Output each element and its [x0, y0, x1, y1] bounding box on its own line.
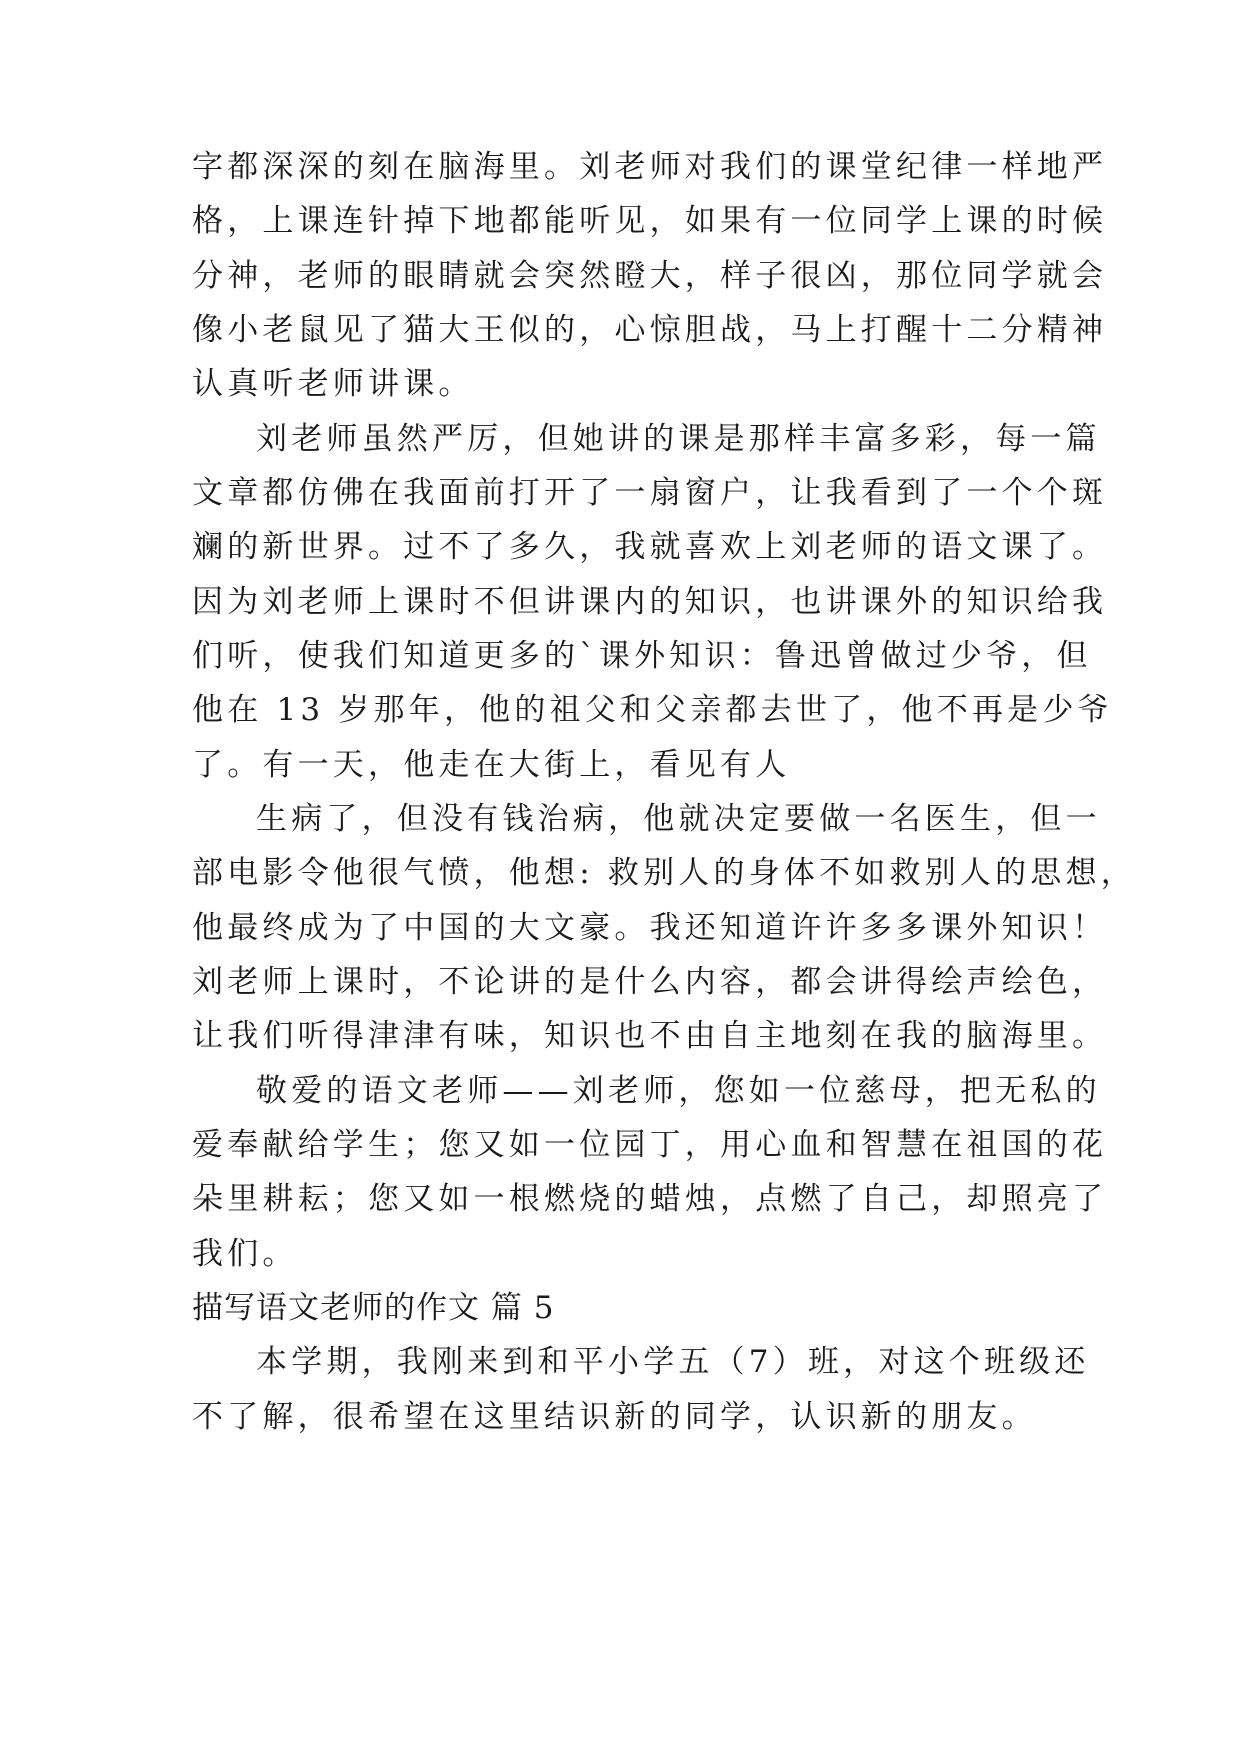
text-line: 像小老鼠见了猫大王似的，心惊胆战，马上打醒十二分精神	[192, 312, 1108, 348]
text-line: 字都深深的刻在脑海里。刘老师对我们的课堂纪律一样地严	[192, 149, 1108, 185]
text-line: 朵里耕耘；您又如一根燃烧的蜡烛，点燃了自己，却照亮了	[192, 1181, 1108, 1217]
text-line: 斓的新世界。过不了多久，我就喜欢上刘老师的语文课了。	[192, 529, 1108, 565]
text-line: 让我们听得津津有味，知识也不由自主地刻在我的脑海里。	[192, 1018, 1108, 1054]
text-line: 他最终成为了中国的大文豪。我还知道许许多多课外知识！	[192, 910, 1108, 946]
text-line: 刘老师上课时，不论讲的是什么内容，都会讲得绘声绘色，	[192, 964, 1108, 1000]
text-line: 因为刘老师上课时不但讲课内的知识，也讲课外的知识给我	[192, 584, 1108, 620]
paragraph-first-line: 生病了，但没有钱治病，他就决定要做一名医生，但一	[256, 801, 1101, 837]
paragraph-first-line: 本学期，我刚来到和平小学五（7）班，对这个班级还	[256, 1344, 1090, 1380]
text-line: 爱奉献给学生；您又如一位园丁，用心血和智慧在祖国的花	[192, 1127, 1108, 1163]
text-line: 认真听老师讲课。	[192, 366, 474, 402]
text-line: 分神，老师的眼睛就会突然瞪大，样子很凶，那位同学就会	[192, 258, 1108, 294]
text-line: 格，上课连针掉下地都能听见，如果有一位同学上课的时候	[192, 203, 1108, 239]
text-line: 了。有一天，他走在大街上，看见有人	[192, 747, 791, 783]
text-line: 他在 13 岁那年，他的祖父和父亲都去世了，他不再是少爷	[192, 692, 1113, 728]
section-heading: 描写语文老师的作文 篇 5	[192, 1290, 555, 1326]
text-line: 们听，使我们知道更多的`课外知识：鲁迅曾做过少爷，但	[192, 638, 1092, 674]
text-line: 我们。	[192, 1236, 298, 1272]
paragraph-first-line: 刘老师虽然严厉，但她讲的课是那样丰富多彩，每一篇	[256, 421, 1101, 457]
text-line: 部电影令他很气愤，他想: 救别人的身体不如救别人的思想，	[192, 855, 1136, 891]
text-line: 不了解，很希望在这里结识新的同学，认识新的朋友。	[192, 1399, 1037, 1435]
paragraph-first-line: 敬爱的语文老师——刘老师，您如一位慈母，把无私的	[256, 1073, 1101, 1109]
text-line: 文章都仿佛在我面前打开了一扇窗户，让我看到了一个个斑	[192, 475, 1108, 511]
